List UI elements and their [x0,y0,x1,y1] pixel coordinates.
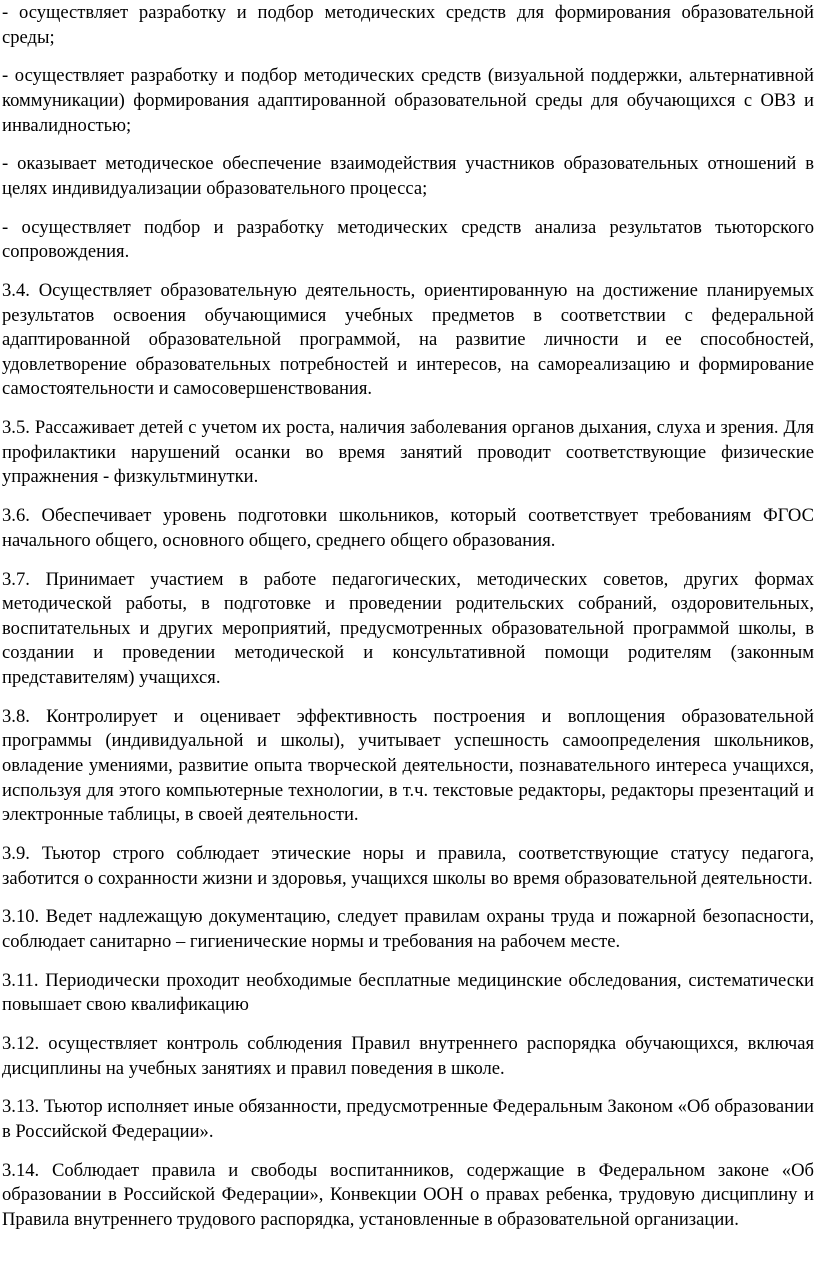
paragraph-3-5: 3.5. Рассаживает детей с учетом их роста, наличия заболевания органов дыхания, слуха и зрения. Для профилактики нарушений осанки во время занятий проводит соответствующие физические упражнения - физкультминутки. [2,417,814,488]
paragraph-dev-methods-environment: - осуществляет разработку и подбор методических средств для формирования образовательной среды; [2,2,814,48]
paragraph-dev-methods-adapted: - осуществляет разработку и подбор методических средств (визуальной поддержки, альтернативной коммуникации) формирования адаптированной образовательной среды для обучающихся с ОВЗ и инвалидностью; [2,65,814,136]
paragraph-3-14: 3.14. Соблюдает правила и свободы воспитанников, содержащие в Федеральном законе «Об образовании в Российской Федерации», Конвекции ООН о правах ребенка, трудовую дисциплину и Правила внутреннего трудового распорядка, установленные в образовательной организации. [2,1159,814,1230]
paragraph-3-12: 3.12. осуществляет контроль соблюдения Правил внутреннего распорядка обучающихся, включая дисциплины на учебных занятиях и правил поведения в школе. [2,1033,814,1079]
paragraph-3-13: 3.13. Тьютор исполняет иные обязанности, предусмотренные Федеральным Законом «Об образовании в Российской Федерации». [2,1096,814,1142]
paragraph-3-6: 3.6. Обеспечивает уровень подготовки школьников, который соответствует требованиям ФГОС начального общего, основного общего, среднего общего образования. [2,505,814,551]
paragraph-3-10: 3.10. Ведет надлежащую документацию, следует правилам охраны труда и пожарной безопасности, соблюдает санитарно – гигиенические нормы и требования на рабочем месте. [2,906,814,952]
paragraph-3-11: 3.11. Периодически проходит необходимые бесплатные медицинские обследования, систематически повышает свою квалификацию [2,969,814,1016]
paragraph-3-9: 3.9. Тьютор строго соблюдает этические норы и правила, соответствующие статусу педагога, заботится о сохранности жизни и здоровья, учащихся школы во время образовательной деятельности. [2,842,814,889]
paragraph-3-4: 3.4. Осуществляет образовательную деятельность, ориентированную на достижение планируемых результатов освоения обучающимися учебных предметов в соответствии с федеральной адаптированной образовательной программой, на развитие личности и ее способностей, удовлетворение образовательных потребностей и интересов, на самореализацию и формирование самостоятельности и самосовершенствования. [2,280,814,400]
paragraph-methodical-support: - оказывает методическое обеспечение взаимодействия участников образовательных отношений в целях индивидуализации образовательного процесса; [2,153,814,199]
document-body [2,1,814,1233]
paragraph-3-8: 3.8. Контролирует и оценивает эффективность построения и воплощения образовательной программы (индивидуальной и школы), учитывает успешность самоопределения школьников, овладение умениями, развитие опыта творческой деятельности, познавательного интереса учащихся, используя для этого компьютерные технологии, в т.ч. текстовые редакторы, редакторы презентаций и электронные таблицы, в своей деятельности. [2,705,814,826]
paragraph-analysis-tools: - осуществляет подбор и разработку методических средств анализа результатов тьюторского сопровождения. [2,216,814,263]
paragraph-3-7: 3.7. Принимает участием в работе педагогических, методических советов, других формах методической работы, в подготовке и проведении родительских собраний, оздоровительных, воспитательных и других мероприятий, предусмотренных образовательной программой школы, в создании и проведении методической и консультативной помощи родителям (законным представителям) учащихся. [2,568,814,688]
